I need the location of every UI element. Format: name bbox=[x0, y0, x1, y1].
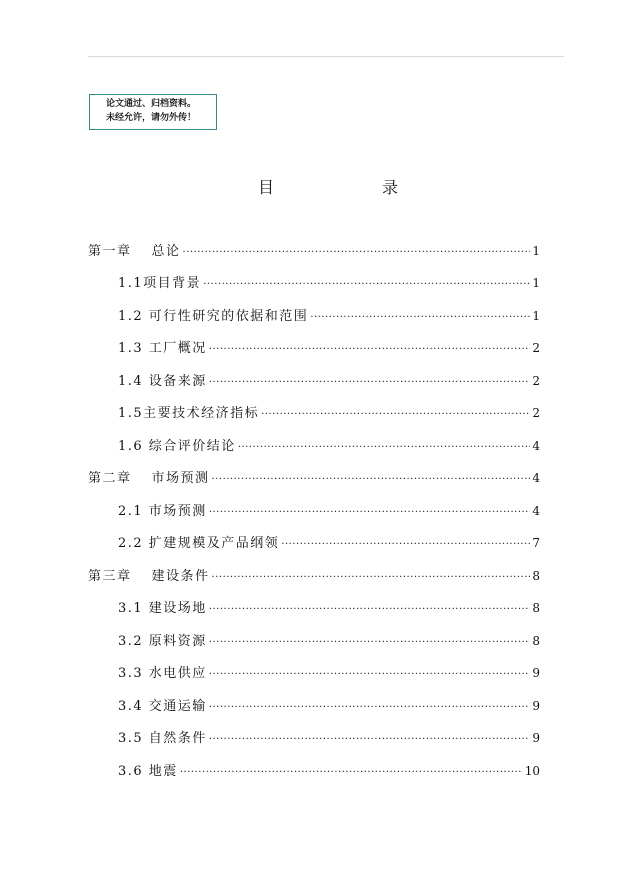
toc-entry-label: 1.5主要技术经济指标 bbox=[118, 406, 260, 421]
toc-leader-dots bbox=[209, 374, 531, 392]
toc-entry-1-5[interactable] bbox=[118, 404, 540, 424]
toc-leader-dots bbox=[209, 666, 531, 684]
toc-leader-dots bbox=[209, 341, 531, 359]
toc-leader-dots bbox=[238, 439, 531, 457]
toc-page-number: 1 bbox=[532, 244, 540, 258]
toc-entry-chapter-2[interactable] bbox=[88, 469, 540, 489]
notice-stamp bbox=[89, 94, 217, 130]
toc-entry-label: 1.6 综合评价结论 bbox=[118, 439, 236, 454]
toc-leader-dots bbox=[183, 244, 531, 262]
toc-page-number: 10 bbox=[524, 764, 540, 778]
toc-page-number: 8 bbox=[532, 569, 540, 583]
toc-leader-dots bbox=[310, 309, 530, 327]
toc-entry-3-2[interactable] bbox=[118, 632, 540, 652]
toc-page-number: 4 bbox=[532, 504, 540, 518]
toc-page-number: 7 bbox=[532, 536, 540, 550]
toc-entry-label: 3.6 地震 bbox=[118, 764, 178, 779]
toc-entry-3-3[interactable] bbox=[118, 664, 540, 684]
toc-page-number: 8 bbox=[532, 634, 540, 648]
toc-leader-dots bbox=[209, 634, 531, 652]
toc-entry-3-4[interactable] bbox=[118, 697, 540, 717]
toc-page-number: 2 bbox=[532, 374, 540, 388]
toc-leader-dots bbox=[209, 731, 531, 749]
toc-title-char-1: 目 bbox=[258, 177, 275, 197]
toc-entry-label: 3.3 水电供应 bbox=[118, 666, 207, 681]
toc-leader-dots bbox=[180, 764, 523, 782]
toc-entry-label: 1.4 设备来源 bbox=[118, 374, 207, 389]
toc-entry-1-2[interactable] bbox=[118, 307, 540, 327]
toc-leader-dots bbox=[212, 471, 531, 489]
toc-entry-2-1[interactable] bbox=[118, 502, 540, 522]
toc-leader-dots bbox=[209, 601, 531, 619]
toc-entry-1-6[interactable] bbox=[118, 437, 540, 457]
toc-page-number: 9 bbox=[532, 666, 540, 680]
toc-entry-1-3[interactable] bbox=[118, 339, 540, 359]
toc-entry-2-2[interactable] bbox=[118, 534, 540, 554]
toc-leader-dots bbox=[203, 276, 530, 294]
toc-page-number: 9 bbox=[532, 731, 540, 745]
toc-entry-3-1[interactable] bbox=[118, 599, 540, 619]
toc-chapter-label: 第二章 bbox=[88, 471, 132, 486]
toc-page-number: 2 bbox=[532, 406, 540, 420]
toc-page-number: 1 bbox=[532, 309, 540, 323]
toc-entry-label: 1.2 可行性研究的依据和范围 bbox=[118, 309, 309, 324]
toc-page-number: 2 bbox=[532, 341, 540, 355]
notice-line-2: 未经允许，请勿外传！ bbox=[106, 113, 197, 123]
toc-entry-label: 1.1项目背景 bbox=[118, 276, 202, 291]
toc-page-number: 9 bbox=[532, 699, 540, 713]
toc-entry-1-4[interactable] bbox=[118, 372, 540, 392]
toc-chapter-title: 市场预测 bbox=[151, 471, 210, 486]
toc-entry-label: 2.2 扩建规模及产品纲领 bbox=[118, 536, 280, 551]
toc-entry-3-5[interactable] bbox=[118, 729, 540, 749]
toc-chapter-label: 第一章 bbox=[88, 244, 132, 259]
toc-chapter-title: 总论 bbox=[151, 244, 181, 259]
toc-leader-dots bbox=[212, 569, 531, 587]
toc-leader-dots bbox=[209, 504, 531, 522]
toc-entry-label: 2.1 市场预测 bbox=[118, 504, 207, 519]
toc-entry-label: 3.5 自然条件 bbox=[118, 731, 207, 746]
toc-page-number: 8 bbox=[532, 601, 540, 615]
toc-page-number: 4 bbox=[532, 439, 540, 453]
toc-leader-dots bbox=[281, 536, 530, 554]
toc-leader-dots bbox=[209, 699, 531, 717]
toc-page-number: 1 bbox=[532, 276, 540, 290]
toc-entry-label: 3.4 交通运输 bbox=[118, 699, 207, 714]
toc-entry-label: 3.1 建设场地 bbox=[118, 601, 207, 616]
header-rule bbox=[88, 56, 564, 57]
toc-entry-label: 3.2 原料资源 bbox=[118, 634, 207, 649]
notice-line-1: 论文通过、归档资料。 bbox=[106, 99, 197, 109]
toc-chapter-title: 建设条件 bbox=[151, 569, 210, 584]
toc-entry-3-6[interactable] bbox=[118, 762, 540, 782]
toc-title-char-2: 录 bbox=[381, 177, 398, 197]
toc-entry-chapter-1[interactable] bbox=[88, 242, 540, 262]
toc-leader-dots bbox=[261, 406, 530, 424]
toc-entry-1-1[interactable] bbox=[118, 274, 540, 294]
toc-chapter-label: 第三章 bbox=[88, 569, 132, 584]
toc-entry-chapter-3[interactable] bbox=[88, 567, 540, 587]
toc-entry-label: 1.3 工厂概况 bbox=[118, 341, 207, 356]
toc-title bbox=[258, 174, 398, 198]
toc-page-number: 4 bbox=[532, 471, 540, 485]
